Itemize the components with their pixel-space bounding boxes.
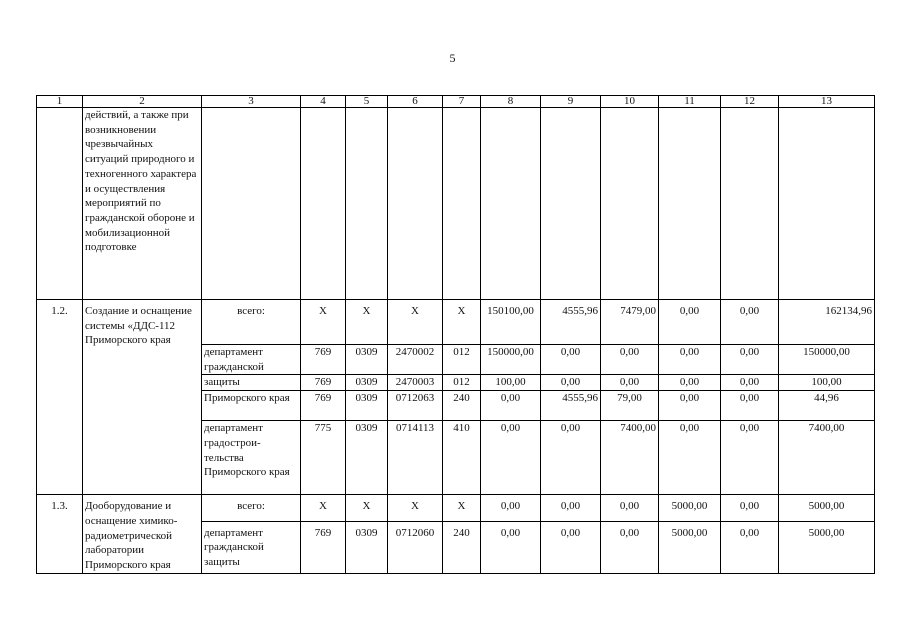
column-header: 13 <box>779 96 875 108</box>
column-header: 6 <box>388 96 443 108</box>
column-header: 10 <box>601 96 659 108</box>
measure-name: Дооборудование и оснащение химико-радиометрической лаборатории Приморского края <box>83 495 202 574</box>
ministry-code: 769 <box>301 521 346 573</box>
amount-cell: 0,00 <box>659 345 721 375</box>
page-number: 5 <box>449 51 456 65</box>
amount-cell: 0,00 <box>541 521 601 573</box>
amount-cell: 0,00 <box>541 495 601 521</box>
table-row <box>37 300 875 345</box>
amount-cell: 0,00 <box>659 421 721 495</box>
amount-cell: 150000,00 <box>481 345 541 375</box>
column-number-row <box>37 96 875 108</box>
section-code: X <box>346 300 388 345</box>
executor-cell: департамент гражданской <box>202 345 301 375</box>
total-cell: 5000,00 <box>779 495 875 521</box>
column-header: 7 <box>443 96 481 108</box>
executor-cell: всего: <box>202 495 301 521</box>
row-number-cell <box>37 108 83 300</box>
amount-cell: 0,00 <box>481 521 541 573</box>
ministry-code: 769 <box>301 375 346 391</box>
amount-cell: 0,00 <box>481 391 541 421</box>
amount-cell: 0,00 <box>721 421 779 495</box>
total-cell: 100,00 <box>779 375 875 391</box>
target-article-code: X <box>388 495 443 521</box>
amount-cell: 0,00 <box>601 375 659 391</box>
section-code: 0309 <box>346 421 388 495</box>
expense-type-code: 240 <box>443 521 481 573</box>
measure-name: Создание и оснащение системы «ДДС-112 Приморского края <box>83 300 202 495</box>
column-header: 3 <box>202 96 301 108</box>
total-cell: 5000,00 <box>779 521 875 573</box>
section-code: 0309 <box>346 391 388 421</box>
amount-cell: 4555,96 <box>541 300 601 345</box>
column-header: 2 <box>83 96 202 108</box>
amount-cell: 0,00 <box>721 300 779 345</box>
continuation-row <box>37 108 875 300</box>
ministry-code: 775 <box>301 421 346 495</box>
ministry-code: X <box>301 495 346 521</box>
continuation-text: действий, а также при возникновении чрезвычайных ситуаций природного и техногенного характера и осуществления мероприятий по гражданской обороне и мобилизационной подготовке <box>83 108 202 300</box>
expense-type-code: X <box>443 495 481 521</box>
budget-table <box>36 95 875 574</box>
expense-type-code: 012 <box>443 345 481 375</box>
amount-cell: 0,00 <box>601 345 659 375</box>
expense-type-code: X <box>443 300 481 345</box>
target-article-code: X <box>388 300 443 345</box>
total-cell: 150000,00 <box>779 345 875 375</box>
amount-cell: 79,00 <box>601 391 659 421</box>
total-cell: 7400,00 <box>779 421 875 495</box>
ministry-code: 769 <box>301 391 346 421</box>
section-code: 0309 <box>346 375 388 391</box>
table-row <box>37 495 875 521</box>
target-article-code: 2470002 <box>388 345 443 375</box>
amount-cell: 0,00 <box>601 495 659 521</box>
amount-cell: 7479,00 <box>601 300 659 345</box>
amount-cell: 0,00 <box>541 375 601 391</box>
target-article-code: 0712063 <box>388 391 443 421</box>
amount-cell: 7400,00 <box>601 421 659 495</box>
column-header: 4 <box>301 96 346 108</box>
ministry-code: 769 <box>301 345 346 375</box>
amount-cell: 0,00 <box>721 495 779 521</box>
amount-cell: 0,00 <box>601 521 659 573</box>
target-article-code: 0712060 <box>388 521 443 573</box>
column-header: 11 <box>659 96 721 108</box>
amount-cell: 5000,00 <box>659 521 721 573</box>
total-cell: 44,96 <box>779 391 875 421</box>
executor-cell: Приморского края <box>202 391 301 421</box>
total-cell: 162134,96 <box>779 300 875 345</box>
amount-cell: 0,00 <box>481 421 541 495</box>
executor-cell: департамент гражданской защиты <box>202 521 301 573</box>
amount-cell: 0,00 <box>659 391 721 421</box>
column-header: 1 <box>37 96 83 108</box>
amount-cell: 4555,96 <box>541 391 601 421</box>
amount-cell: 0,00 <box>541 345 601 375</box>
ministry-code: X <box>301 300 346 345</box>
amount-cell: 0,00 <box>659 300 721 345</box>
amount-cell: 150100,00 <box>481 300 541 345</box>
amount-cell: 0,00 <box>721 375 779 391</box>
target-article-code: 2470003 <box>388 375 443 391</box>
expense-type-code: 012 <box>443 375 481 391</box>
amount-cell: 0,00 <box>721 345 779 375</box>
amount-cell: 5000,00 <box>659 495 721 521</box>
row-number: 1.3. <box>37 495 83 574</box>
column-header: 8 <box>481 96 541 108</box>
executor-cell: департамент градострои-тельства Приморского края <box>202 421 301 495</box>
column-header: 12 <box>721 96 779 108</box>
section-code: X <box>346 495 388 521</box>
amount-cell: 0,00 <box>481 495 541 521</box>
amount-cell: 0,00 <box>721 391 779 421</box>
executor-cell: защиты <box>202 375 301 391</box>
section-code: 0309 <box>346 345 388 375</box>
expense-type-code: 410 <box>443 421 481 495</box>
target-article-code: 0714113 <box>388 421 443 495</box>
amount-cell: 0,00 <box>659 375 721 391</box>
section-code: 0309 <box>346 521 388 573</box>
column-header: 9 <box>541 96 601 108</box>
expense-type-code: 240 <box>443 391 481 421</box>
column-header: 5 <box>346 96 388 108</box>
executor-cell: всего: <box>202 300 301 345</box>
amount-cell: 0,00 <box>541 421 601 495</box>
amount-cell: 100,00 <box>481 375 541 391</box>
row-number: 1.2. <box>37 300 83 495</box>
amount-cell: 0,00 <box>721 521 779 573</box>
